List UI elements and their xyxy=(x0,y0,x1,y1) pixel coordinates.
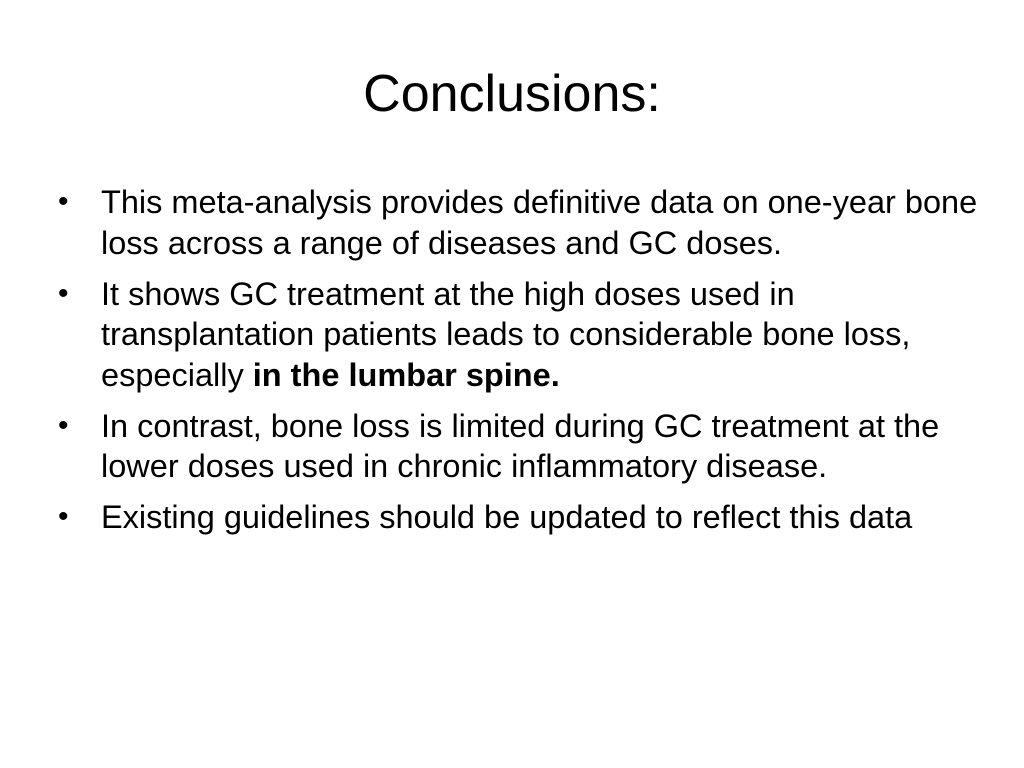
bullet-item xyxy=(58,274,978,396)
slide-title: Conclusions: xyxy=(363,65,661,123)
bullet-item xyxy=(58,182,978,263)
bullet-icon: • xyxy=(58,276,69,310)
bullet-list xyxy=(58,182,978,548)
bullet-text: In contrast, bone loss is limited during GC treatment at the lower doses used in chronic inflammatory disease. xyxy=(101,407,940,484)
bullet-icon: • xyxy=(58,500,69,533)
bullet-icon: • xyxy=(58,185,69,218)
bullet-text: It shows GC treatment at the high doses used in transplantation patients leads to considerable bone loss, especially xyxy=(101,275,911,393)
bullet-icon: • xyxy=(58,408,69,442)
bullet-bold-text: in the lumbar spine. xyxy=(252,356,560,393)
bullet-text: This meta-analysis provides definitive data on one-year bone loss across a range of diseases and GC doses. xyxy=(101,184,978,261)
bullet-item xyxy=(58,406,978,487)
bullet-text: Existing guidelines should be updated to reflect this data xyxy=(101,499,913,535)
bullet-item xyxy=(58,497,978,538)
